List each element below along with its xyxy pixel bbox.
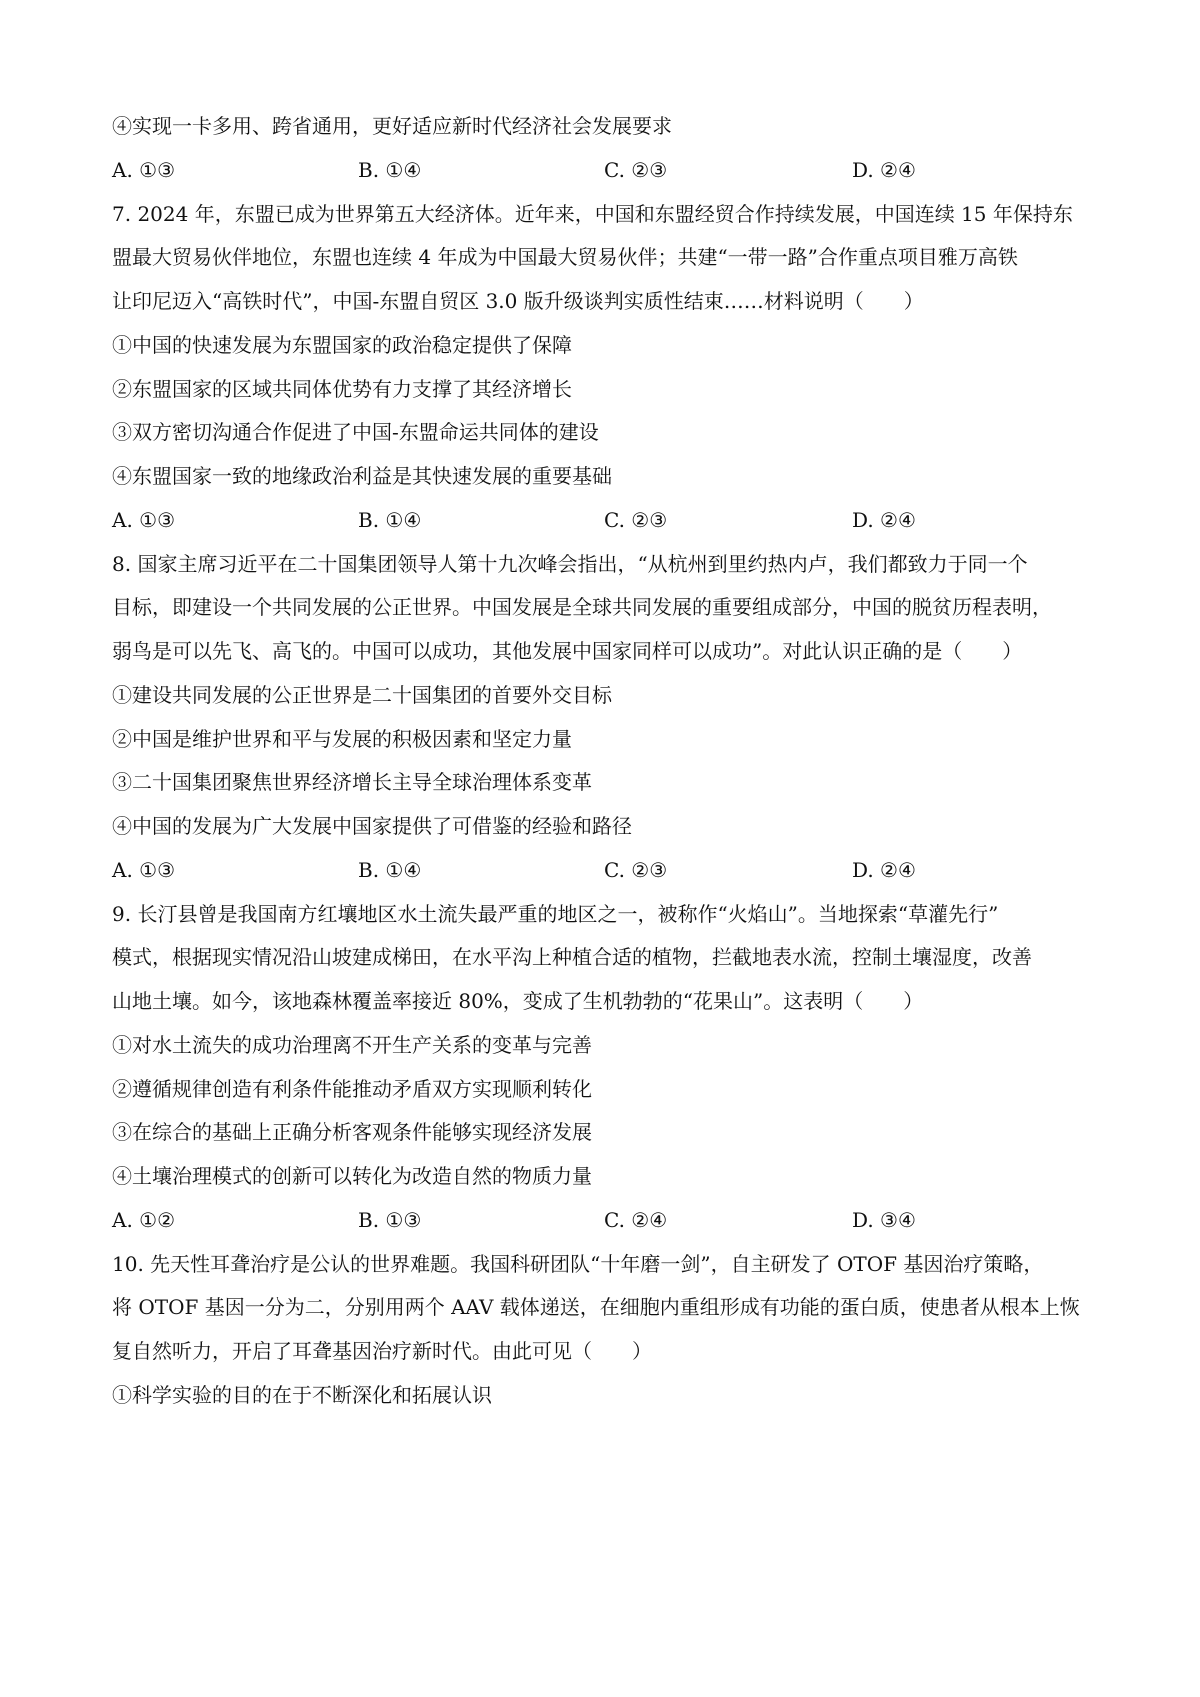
answer-option: D. ②④	[852, 158, 916, 182]
question-text-line: 9. 长汀县曾是我国南方红壤地区水土流失最严重的地区之一，被称作“火焰山”。当地探索“草灌先行”	[112, 902, 999, 926]
statement-line: ④土壤治理模式的创新可以转化为改造自然的物质力量	[112, 1164, 592, 1188]
statement-line: ③二十国集团聚焦世界经济增长主导全球治理体系变革	[112, 770, 592, 794]
statement-line: ③双方密切沟通合作促进了中国-东盟命运共同体的建设	[112, 420, 599, 444]
answer-option: D. ②④	[852, 858, 916, 882]
statement-line: ③在综合的基础上正确分析客观条件能够实现经济发展	[112, 1120, 592, 1144]
answer-option: B. ①④	[358, 508, 422, 532]
answer-option: A. ①③	[112, 158, 176, 182]
text-line: 模式，根据现实情况沿山坡建成梯田，在水平沟上种植合适的植物，拦截地表水流，控制土壤湿度，改善	[112, 945, 1032, 969]
answer-option: C. ②③	[604, 508, 668, 532]
answer-options	[112, 506, 1102, 534]
statement-line: ①对水土流失的成功治理离不开生产关系的变革与完善	[112, 1033, 592, 1057]
statement-line: ④中国的发展为广大发展中国家提供了可借鉴的经验和路径	[112, 814, 632, 838]
text-line: 复自然听力，开启了耳聋基因治疗新时代。由此可见（ ）	[112, 1339, 652, 1363]
answer-options	[112, 156, 1102, 184]
answer-option: C. ②③	[604, 158, 668, 182]
answer-option: A. ①②	[112, 1208, 176, 1232]
answer-option: A. ①③	[112, 508, 176, 532]
answer-option: B. ①④	[358, 158, 422, 182]
text-line: 将 OTOF 基因一分为二，分别用两个 AAV 载体递送，在细胞内重组形成有功能的蛋白质，使患者从根本上恢	[112, 1295, 1080, 1319]
statement-line: ④实现一卡多用、跨省通用，更好适应新时代经济社会发展要求	[112, 114, 672, 138]
answer-option: A. ①③	[112, 858, 176, 882]
answer-options	[112, 1206, 1102, 1234]
text-line: 弱鸟是可以先飞、高飞的。中国可以成功，其他发展中国家同样可以成功”。对此认识正确的是（ ）	[112, 639, 1023, 663]
answer-option: D. ②④	[852, 508, 916, 532]
question-text-line: 7. 2024 年，东盟已成为世界第五大经济体。近年来，中国和东盟经贸合作持续发展，中国连续 15 年保持东	[112, 202, 1073, 226]
text-line: 山地土壤。如今，该地森林覆盖率接近 80%，变成了生机勃勃的“花果山”。这表明（ ）	[112, 989, 924, 1013]
text-line: 让印尼迈入“高铁时代”，中国-东盟自贸区 3.0 版升级谈判实质性结束……材料说明（ ）	[112, 289, 924, 313]
statement-line: ①建设共同发展的公正世界是二十国集团的首要外交目标	[112, 683, 612, 707]
answer-options	[112, 856, 1102, 884]
statement-line: ④东盟国家一致的地缘政治利益是其快速发展的重要基础	[112, 464, 612, 488]
statement-line: ①中国的快速发展为东盟国家的政治稳定提供了保障	[112, 333, 572, 357]
statement-line: ①科学实验的目的在于不断深化和拓展认识	[112, 1383, 492, 1407]
question-text-line: 10. 先天性耳聋治疗是公认的世界难题。我国科研团队“十年磨一剑”，自主研发了 OTOF 基因治疗策略，	[112, 1252, 1044, 1276]
answer-option: C. ②③	[604, 858, 668, 882]
statement-line: ②遵循规律创造有利条件能推动矛盾双方实现顺利转化	[112, 1077, 592, 1101]
statement-line: ②东盟国家的区域共同体优势有力支撑了其经济增长	[112, 377, 572, 401]
statement-line: ②中国是维护世界和平与发展的积极因素和坚定力量	[112, 727, 572, 751]
question-text-line: 8. 国家主席习近平在二十国集团领导人第十九次峰会指出，“从杭州到里约热内卢，我们都致力于同一个	[112, 552, 1028, 576]
text-line: 盟最大贸易伙伴地位，东盟也连续 4 年成为中国最大贸易伙伴；共建“一带一路”合作重点项目雅万高铁	[112, 245, 1018, 269]
answer-option: C. ②④	[604, 1208, 668, 1232]
text-line: 目标，即建设一个共同发展的公正世界。中国发展是全球共同发展的重要组成部分，中国的脱贫历程表明，	[112, 595, 1052, 619]
answer-option: B. ①③	[358, 1208, 422, 1232]
answer-option: D. ③④	[852, 1208, 916, 1232]
answer-option: B. ①④	[358, 858, 422, 882]
